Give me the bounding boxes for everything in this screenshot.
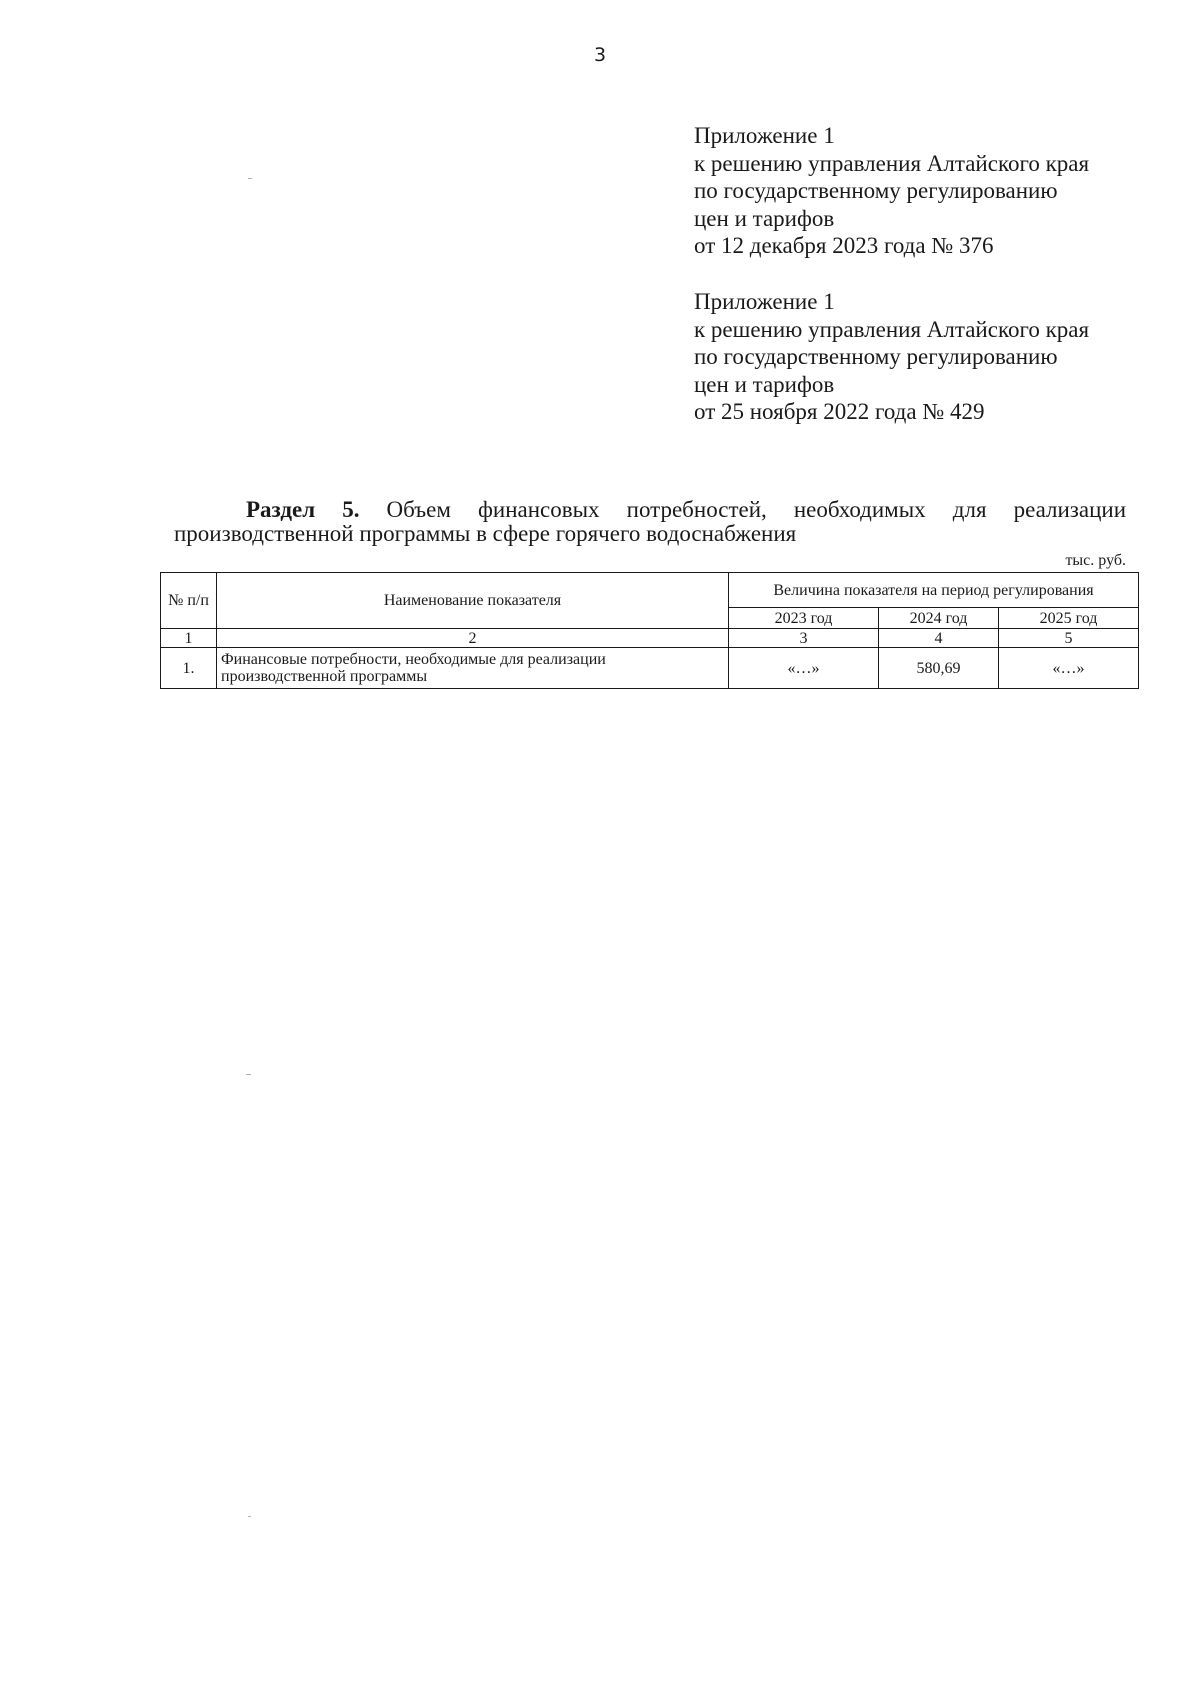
row-value-2023: «…»	[729, 648, 879, 689]
appendix-line: цен и тарифов	[694, 371, 835, 397]
row-value-2025: «…»	[999, 648, 1139, 689]
header-number: № п/п	[161, 573, 217, 629]
header-year: 2023 год	[729, 608, 879, 629]
column-number: 3	[729, 629, 879, 648]
table-header-row	[161, 573, 1139, 608]
section-heading	[174, 498, 1126, 546]
appendix-line: по государственному регулированию	[694, 344, 1058, 369]
appendix-line: цен и тарифов	[694, 205, 835, 231]
appendix-line: Приложение 1	[694, 123, 835, 148]
section-label: Раздел 5.	[246, 497, 360, 522]
appendix-line: к решению управления Алтайского края	[694, 150, 1090, 176]
appendix-line: от 12 декабря 2023 года № 376	[694, 233, 994, 258]
row-value-2024: 580,69	[879, 648, 999, 689]
column-number: 2	[217, 629, 729, 648]
header-year: 2025 год	[999, 608, 1139, 629]
scan-speck	[246, 1074, 251, 1075]
units-label: тыс. руб.	[1065, 552, 1126, 569]
appendix-line: от 25 ноября 2022 года № 429	[694, 399, 985, 424]
column-numbers-row	[161, 629, 1139, 648]
appendix-note-current	[694, 122, 1089, 260]
scan-speck	[248, 178, 252, 179]
scan-speck	[248, 1516, 251, 1517]
section-title-text: Объем финансовых потребностей, необходимых для реализации производственной программы в сфере горячего водоснабжения	[174, 497, 1126, 546]
header-year: 2024 год	[879, 608, 999, 629]
table-row	[161, 648, 1139, 689]
column-number: 5	[999, 629, 1139, 648]
column-number: 1	[161, 629, 217, 648]
appendix-line: по государственному регулированию	[694, 178, 1058, 203]
row-indicator-name: Финансовые потребности, необходимые для реализации производственной программы	[217, 648, 729, 689]
appendix-line: Приложение 1	[694, 289, 835, 314]
appendix-note-original	[694, 288, 1089, 426]
row-number: 1.	[161, 648, 217, 689]
appendix-line: к решению управления Алтайского края	[694, 316, 1090, 342]
page-number: 3	[593, 44, 607, 66]
header-period-group: Величина показателя на период регулирования	[729, 573, 1139, 608]
financial-needs-table	[160, 572, 1139, 689]
column-number: 4	[879, 629, 999, 648]
header-indicator-name: Наименование показателя	[217, 573, 729, 629]
